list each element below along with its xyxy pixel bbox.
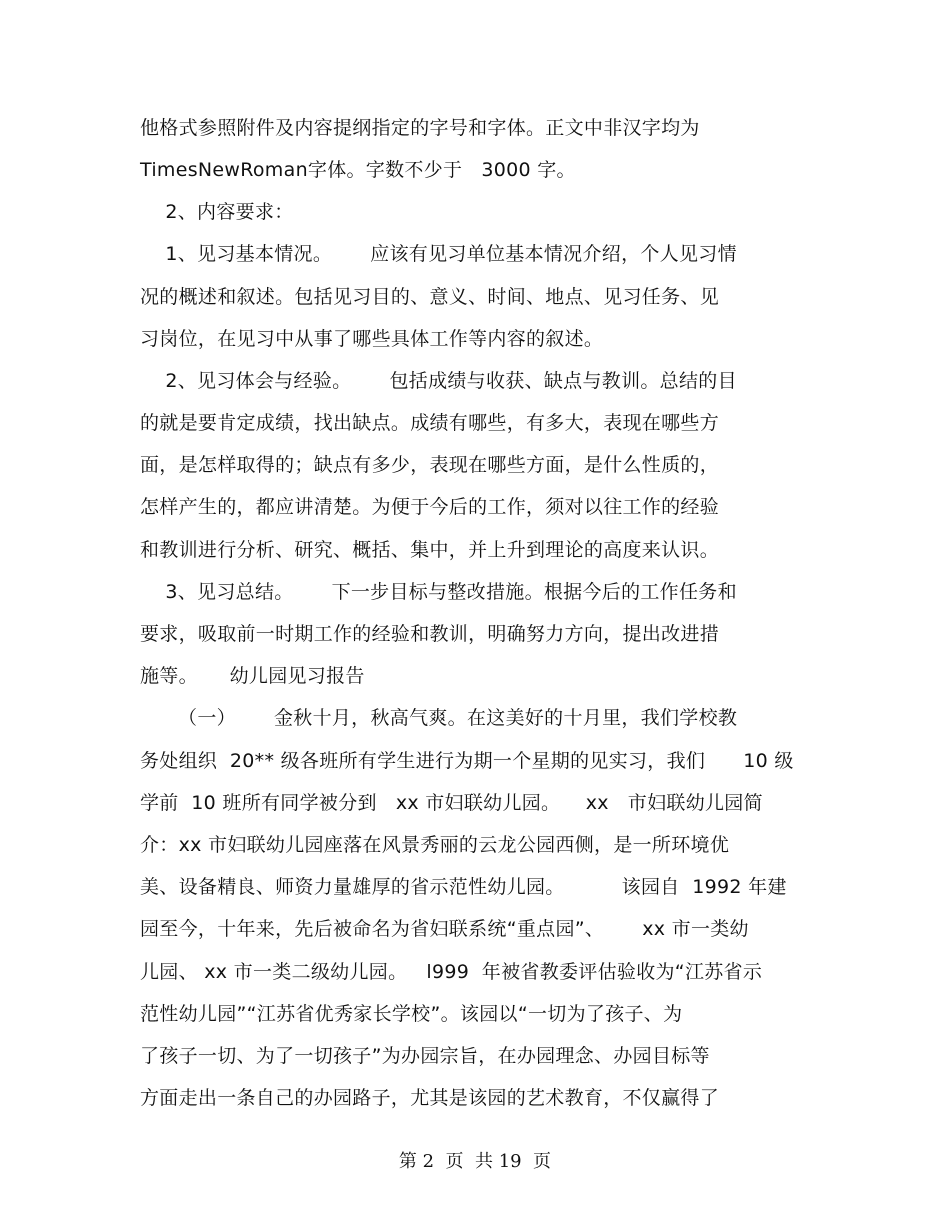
body-line-14: 施等。 幼儿园见习报告: [140, 665, 365, 687]
body-line-10: 怎样产生的，都应讲清楚。为便于今后的工作，须对以往工作的经验: [140, 496, 720, 518]
body-line-5: 况的概述和叙述。包括见习目的、意义、时间、地点、见习任务、见: [140, 286, 720, 308]
body-line-7: 2、见习体会与经验。 包括成绩与收获、缺点与教训。总结的目: [140, 370, 737, 392]
body-line-16: 务处组织 20** 级各班所有学生进行为期一个星期的见实习，我们 10 级: [140, 750, 794, 772]
body-line-11: 和教训进行分析、研究、概括、集中，并上升到理论的高度来认识。: [140, 539, 720, 561]
body-line-9: 面，是怎样取得的；缺点有多少，表现在哪些方面，是什么性质的，: [140, 454, 720, 476]
body-line-1: 他格式参照附件及内容提纲指定的字号和字体。正文中非汉字均为: [140, 117, 700, 139]
body-line-20: 园至今，十年来，先后被命名为省妇联系统“重点园”、 xx 市一类幼: [140, 918, 749, 940]
body-line-13: 要求，吸取前一时期工作的经验和教训，明确努力方向，提出改进措: [140, 623, 720, 645]
body-line-8: 的就是要肯定成绩，找出缺点。成绩有哪些，有多大，表现在哪些方: [140, 412, 720, 434]
body-line-3: 2、内容要求：: [140, 201, 294, 223]
body-line-19: 美、设备精良、师资力量雄厚的省示范性幼儿园。 该园自 1992 年建: [140, 876, 787, 898]
body-line-18: 介：xx 市妇联幼儿园座落在风景秀丽的云龙公园西侧，是一所环境优: [140, 834, 730, 856]
body-line-24: 方面走出一条自己的办园路子，尤其是该园的艺术教育，不仅赢得了: [140, 1087, 720, 1109]
body-line-21: 儿园、 xx 市一类二级幼儿园。 l999 年被省教委评估验收为“江苏省示: [140, 961, 763, 983]
page-number-footer: 第 2 页 共 19 页: [398, 1151, 552, 1172]
body-line-15: （一） 金秋十月，秋高气爽。在这美好的十月里，我们学校教: [140, 707, 738, 729]
body-line-23: 了孩子一切、为了一切孩子”为办园宗旨，在办园理念、办园目标等: [140, 1045, 710, 1067]
body-line-2: TimesNewRoman字体。字数不少于 3000 字。: [140, 159, 576, 181]
body-line-12: 3、见习总结。 下一步目标与整改措施。根据今后的工作任务和: [140, 581, 737, 603]
body-line-4: 1、见习基本情况。 应该有见习单位基本情况介绍，个人见习情: [140, 243, 737, 265]
body-line-6: 习岗位，在见习中从事了哪些具体工作等内容的叙述。: [140, 328, 604, 350]
body-line-17: 学前 10 班所有同学被分到 xx 市妇联幼儿园。 xx 市妇联幼儿园简: [140, 792, 763, 814]
body-line-22: 范性幼儿园”“江苏省优秀家长学校”。该园以“一切为了孩子、为: [140, 1003, 683, 1025]
